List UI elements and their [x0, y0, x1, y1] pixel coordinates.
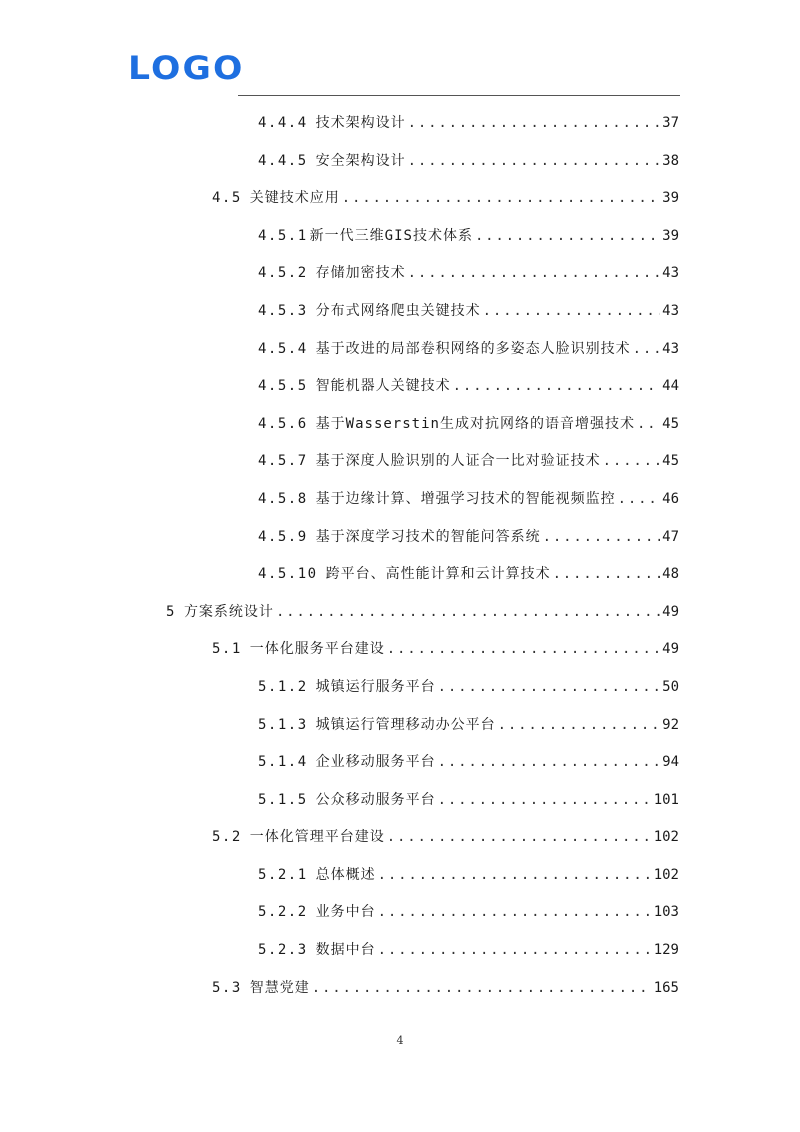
logo: LOGO — [128, 49, 245, 87]
toc-entry-title: 城镇运行管理移动办公平台 — [315, 716, 496, 733]
toc-entry-page: 43 — [662, 265, 679, 282]
toc-entry-line — [212, 639, 679, 659]
toc-entry-line — [258, 715, 679, 735]
toc-entry-number: 4.5.10 — [258, 566, 318, 583]
toc-entry-line — [212, 188, 679, 208]
toc-entry-page: 48 — [662, 566, 679, 583]
toc-entry-number: 4.5.1 — [258, 227, 308, 244]
toc-entry-number: 4.5.4 — [258, 340, 308, 357]
toc-entry-number: 4.5.8 — [258, 490, 308, 507]
toc-entry[interactable] — [0, 630, 800, 668]
toc-entry-line — [212, 978, 679, 998]
toc-entry[interactable] — [0, 555, 800, 593]
toc-entry-line — [258, 940, 679, 960]
toc-leader-dots — [312, 978, 652, 998]
toc-entry[interactable] — [0, 856, 800, 894]
toc-entry-number: 4.5.9 — [258, 528, 308, 545]
toc-entry-number: 4.5.6 — [258, 415, 308, 432]
toc-entry-page: 102 — [653, 866, 679, 883]
toc-leader-dots — [543, 527, 660, 547]
toc-entry-number: 4.5.7 — [258, 453, 308, 470]
toc-entry-page: 49 — [662, 641, 679, 658]
toc-entry-page: 39 — [662, 227, 679, 244]
toc-entry-line — [258, 301, 679, 321]
toc-entry-number: 5.1.2 — [258, 678, 308, 695]
toc-entry[interactable] — [0, 781, 800, 819]
toc-entry[interactable] — [0, 818, 800, 856]
toc-entry[interactable] — [0, 254, 800, 292]
toc-entry[interactable] — [0, 179, 800, 217]
toc-entry-line — [258, 414, 679, 434]
toc-leader-dots — [553, 564, 661, 584]
toc-entry-line — [258, 451, 679, 471]
toc-entry[interactable] — [0, 480, 800, 518]
toc-entry[interactable] — [0, 706, 800, 744]
toc-leader-dots — [387, 639, 660, 659]
toc-entry-number: 5.2 — [212, 829, 242, 846]
toc-entry-number: 5.1.4 — [258, 754, 308, 771]
toc-entry[interactable] — [0, 330, 800, 368]
toc-entry[interactable] — [0, 969, 800, 1007]
toc-entry-line — [258, 902, 679, 922]
toc-entry-page: 44 — [662, 378, 679, 395]
toc-entry-line — [166, 602, 679, 622]
toc-entry[interactable] — [0, 367, 800, 405]
toc-entry[interactable] — [0, 743, 800, 781]
toc-leader-dots — [378, 865, 652, 885]
toc-entry-page: 94 — [662, 754, 679, 771]
toc-entry-number: 5.1.3 — [258, 716, 308, 733]
toc-entry-title: 企业移动服务平台 — [315, 754, 436, 771]
toc-entry[interactable] — [0, 104, 800, 142]
toc-leader-dots — [633, 339, 660, 359]
toc-entry-page: 47 — [662, 528, 679, 545]
toc-entry[interactable] — [0, 593, 800, 631]
toc-entry-title: 业务中台 — [315, 904, 376, 921]
toc-entry-title: 跨平台、高性能计算和云计算技术 — [325, 566, 551, 583]
toc-entry-number: 4.4.4 — [258, 115, 308, 131]
toc-leader-dots — [475, 226, 660, 246]
toc-entry-page: 129 — [653, 942, 679, 959]
toc-entry-number: 5.1.5 — [258, 791, 308, 808]
toc-leader-dots — [453, 376, 660, 396]
toc-leader-dots — [637, 414, 660, 434]
toc-entry-line — [258, 151, 679, 171]
toc-entry[interactable] — [0, 668, 800, 706]
toc-entry-title: 新一代三维GIS技术体系 — [309, 227, 473, 244]
toc-leader-dots — [498, 715, 660, 735]
table-of-contents — [0, 104, 800, 1006]
toc-entry-title: 基于Wasserstin生成对抗网络的语音增强技术 — [315, 415, 635, 432]
toc-leader-dots — [408, 113, 660, 133]
toc-leader-dots — [342, 188, 660, 208]
toc-entry-page: 45 — [662, 453, 679, 470]
toc-entry-number: 4.5.3 — [258, 302, 308, 319]
toc-leader-dots — [483, 301, 660, 321]
toc-entry-number: 5.3 — [212, 979, 242, 996]
toc-entry-page: 43 — [662, 340, 679, 357]
toc-leader-dots — [387, 827, 652, 847]
toc-entry-page: 165 — [653, 979, 679, 996]
toc-leader-dots — [408, 263, 660, 283]
toc-entry-number: 4.5.5 — [258, 378, 308, 395]
toc-entry-line — [212, 827, 679, 847]
toc-entry-number: 5.2.1 — [258, 866, 308, 883]
toc-entry-number: 5.1 — [212, 641, 242, 658]
toc-entry-page: 43 — [662, 302, 679, 319]
toc-leader-dots — [438, 677, 660, 697]
toc-entry-line — [258, 489, 679, 509]
toc-entry-page: 39 — [662, 190, 679, 207]
toc-entry-title: 基于边缘计算、增强学习技术的智能视频监控 — [315, 490, 616, 507]
toc-entry-page: 38 — [662, 152, 679, 169]
toc-entry-number: 4.4.5 — [258, 152, 308, 169]
toc-entry[interactable] — [0, 442, 800, 480]
toc-entry-page: 102 — [653, 829, 679, 846]
toc-leader-dots — [276, 602, 660, 622]
toc-entry-title: 总体概述 — [315, 866, 376, 883]
toc-leader-dots — [618, 489, 660, 509]
toc-entry-line — [258, 263, 679, 283]
toc-leader-dots — [438, 752, 660, 772]
toc-entry-title: 存储加密技术 — [315, 265, 406, 282]
toc-entry[interactable] — [0, 518, 800, 556]
toc-entry[interactable] — [0, 292, 800, 330]
toc-entry-line — [258, 339, 679, 359]
toc-leader-dots — [378, 940, 652, 960]
toc-entry-line — [258, 527, 679, 547]
toc-entry-line — [258, 752, 679, 772]
toc-entry-line — [258, 564, 679, 584]
toc-entry-title: 分布式网络爬虫关键技术 — [315, 302, 481, 319]
toc-entry-line — [258, 376, 679, 396]
toc-entry[interactable] — [0, 931, 800, 969]
toc-entry-line — [258, 226, 679, 246]
toc-entry-title: 技术架构设计 — [315, 115, 406, 131]
toc-entry-number: 5.2.2 — [258, 904, 308, 921]
toc-entry-page: 50 — [662, 678, 679, 695]
toc-entry-page: 103 — [653, 904, 679, 921]
header-divider — [238, 95, 680, 96]
toc-leader-dots — [378, 902, 652, 922]
toc-entry[interactable] — [0, 405, 800, 443]
toc-entry-line — [258, 865, 679, 885]
toc-entry-number: 4.5 — [212, 190, 242, 207]
page-number: 4 — [396, 1034, 404, 1047]
toc-entry-title: 一体化管理平台建设 — [249, 829, 385, 846]
toc-entry-title: 数据中台 — [315, 942, 376, 959]
toc-entry[interactable] — [0, 217, 800, 255]
toc-entry-line — [258, 113, 679, 133]
toc-entry-page: 49 — [662, 603, 679, 620]
toc-entry-number: 4.5.2 — [258, 265, 308, 282]
toc-entry-title: 公众移动服务平台 — [315, 791, 436, 808]
toc-entry-title: 城镇运行服务平台 — [315, 678, 436, 695]
toc-entry-title: 基于改进的局部卷积网络的多姿态人脸识别技术 — [315, 340, 631, 357]
toc-entry-title: 安全架构设计 — [315, 152, 406, 169]
toc-entry-page: 37 — [662, 115, 679, 131]
toc-entry-title: 关键技术应用 — [249, 190, 340, 207]
toc-entry-title: 智能机器人关键技术 — [315, 378, 451, 395]
toc-entry-page: 92 — [662, 716, 679, 733]
toc-leader-dots — [603, 451, 660, 471]
toc-entry-page: 45 — [662, 415, 679, 432]
toc-entry-number: 5 — [166, 603, 176, 620]
toc-entry-page: 101 — [653, 791, 679, 808]
toc-entry-number: 5.2.3 — [258, 942, 308, 959]
toc-entry-title: 基于深度人脸识别的人证合一比对验证技术 — [315, 453, 601, 470]
toc-entry-title: 基于深度学习技术的智能问答系统 — [315, 528, 541, 545]
toc-entry-line — [258, 790, 679, 810]
toc-entry-title: 方案系统设计 — [183, 603, 274, 620]
toc-entry-page: 46 — [662, 490, 679, 507]
toc-entry[interactable] — [0, 893, 800, 931]
toc-leader-dots — [438, 790, 652, 810]
toc-entry-title: 一体化服务平台建设 — [249, 641, 385, 658]
toc-entry-line — [258, 677, 679, 697]
toc-entry-title: 智慧党建 — [249, 979, 310, 996]
toc-entry[interactable] — [0, 142, 800, 180]
toc-leader-dots — [408, 151, 660, 171]
